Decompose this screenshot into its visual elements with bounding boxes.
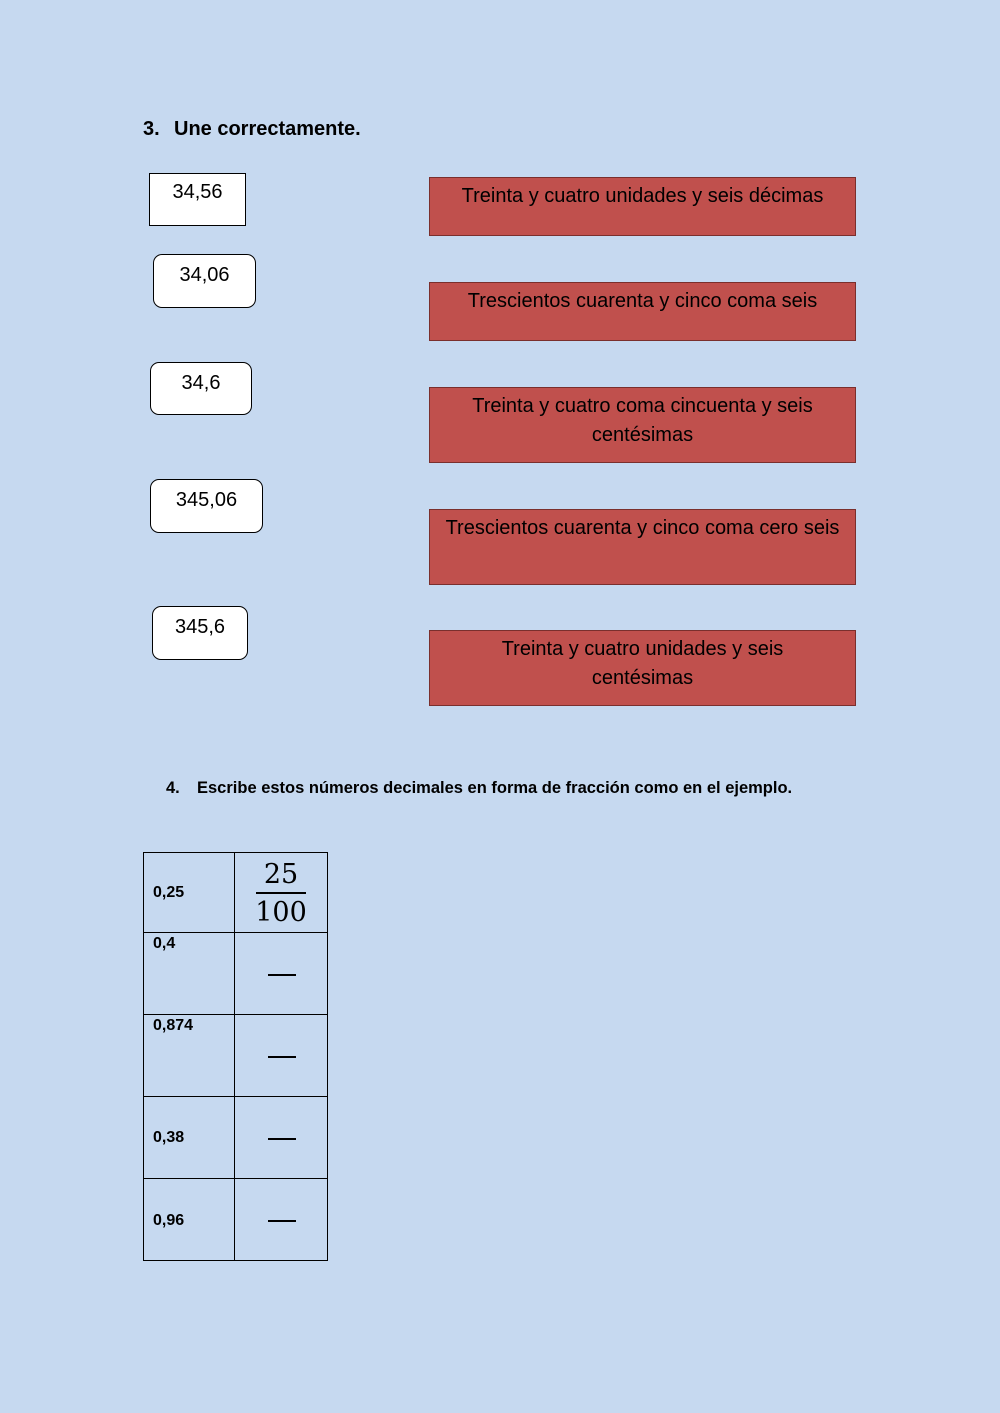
number-box-1[interactable]: 34,56 [149,173,246,226]
table-row [144,853,328,933]
table-row [144,1097,328,1179]
description-box-1[interactable]: Treinta y cuatro unidades y seis décimas [429,177,856,236]
fraction-table [143,852,328,1261]
decimal-value: 0,38 [153,1129,185,1146]
question-3-number: 3. [143,118,160,140]
number-box-2[interactable]: 34,06 [153,254,256,308]
table-row [144,1179,328,1261]
table-row [144,1015,328,1097]
decimal-value: 0,4 [153,935,176,952]
number-box-5[interactable]: 345,6 [152,606,248,660]
fraction-blank [268,1056,296,1058]
denominator: 100 [255,896,307,928]
number-box-4[interactable]: 345,06 [150,479,263,533]
question-4-title [166,778,816,799]
decimal-value: 0,874 [153,1017,194,1034]
fraction-blank [268,1138,296,1140]
decimal-cell [144,853,235,933]
fraction-answer-cell[interactable] [235,1097,328,1179]
decimal-cell [144,933,235,1015]
decimal-value: 0,96 [153,1212,185,1229]
description-box-4[interactable]: Trescientos cuarenta y cinco coma cero seis [429,509,856,585]
fraction-answer-cell[interactable] [235,1015,328,1097]
example-fraction [255,858,307,928]
description-box-3[interactable]: Treinta y cuatro coma cincuenta y seis centésimas [429,387,856,463]
fraction-answer-cell[interactable] [235,933,328,1015]
fraction-cell [235,853,328,933]
table-row [144,933,328,1015]
number-box-3[interactable]: 34,6 [150,362,252,415]
question-3-title [143,118,361,141]
fraction-bar [256,892,306,894]
fraction-blank [268,974,296,976]
decimal-cell [144,1097,235,1179]
question-4-number: 4. [166,779,180,797]
question-3-text: Une correctamente. [174,118,361,140]
decimal-cell [144,1015,235,1097]
question-4-text: Escribe estos números decimales en forma de fracción como en el ejemplo. [197,779,793,797]
description-box-5[interactable]: Treinta y cuatro unidades y seis centésimas [429,630,856,706]
fraction-answer-cell[interactable] [235,1179,328,1261]
decimal-value: 0,25 [153,884,185,901]
fraction-blank [268,1220,296,1222]
decimal-cell [144,1179,235,1261]
description-box-2[interactable]: Trescientos cuarenta y cinco coma seis [429,282,856,341]
numerator: 25 [263,858,299,890]
